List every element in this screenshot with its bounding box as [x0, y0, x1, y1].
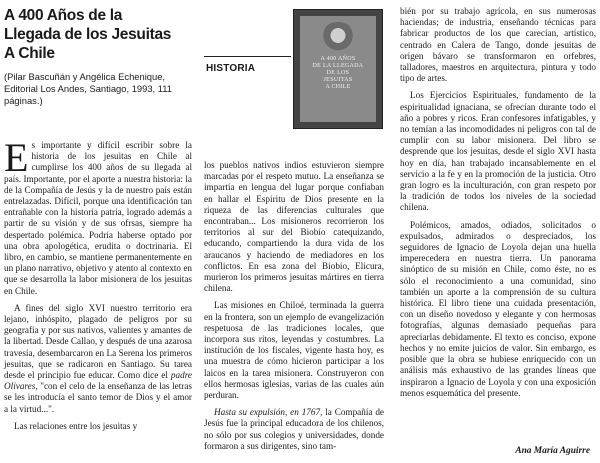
headline-line-1: A 400 Años de la	[4, 7, 123, 24]
column-2	[204, 160, 384, 458]
paragraph	[204, 300, 384, 401]
book-credits: (Pilar Bascuñán y Angélica Echenique, Editorial Los Andes, Santiago, 1993, 111 páginas.)	[4, 71, 173, 106]
quoted-author: padre Olivares	[4, 370, 192, 392]
section-rule	[204, 56, 291, 57]
column-1	[4, 135, 192, 438]
author-signature: Ana María Aguirre	[515, 446, 590, 456]
book-cover-image	[293, 9, 383, 129]
paragraph-text: A fines del siglo XVI nuestro territorio era lejano, inhóspito, plagado de peligros por su geografía y por sus nativos, valientes y amantes de la libertad. Desde Callao, y después de una azarosa travesía, desembarcaron en La Serena los primeros jesuitas, que se radicaron en Santiago. Su tarea desde el principio fue educar. Como dice el	[4, 302, 192, 381]
paragraph	[4, 303, 192, 415]
book-cover-inner	[300, 16, 376, 122]
paragraph-text: Las relaciones entre los jesuitas y	[14, 420, 138, 431]
paragraph-text: los pueblos nativos indios estuvieron siempre marcadas por el respeto mutuo. La enseñanza se impartía en lengua del lugar porque confiaban en hallar el Espíritu de Dios presente en la riqueza de las diferencias culturales que encontraban... Los misioneros recorrieron los territorios al sur del Biobío catequizando, educando, compartiendo la dura vida de los araucanos y haciendo de mediadores en los conflictos. En esa zona del Biobío, Elicura, murieron los primeros jesuitas mártires en tierra chilena.	[204, 160, 384, 294]
quote-text: , "con el celo de la enseñanza de las letras se les introducía el santo temor de Dios y el amor a la virtud...".	[4, 381, 192, 414]
paragraph-text: la Compañía de Jesús fue la principal educadora de los chilenos, no sólo por sus colegios y universidades, donde formaron a sus dirigentes, sino tam-	[204, 407, 384, 451]
paragraph	[4, 421, 192, 432]
article-headline	[4, 6, 190, 63]
cover-emblem-icon	[320, 22, 356, 52]
cover-line: DE LOS	[326, 70, 350, 76]
section-label: HISTORIA	[206, 63, 256, 74]
headline-line-2: Llegada de los Jesuitas	[4, 26, 172, 43]
headline-line-3: A Chile	[4, 45, 55, 62]
paragraph	[400, 6, 596, 84]
paragraph	[400, 220, 596, 399]
paragraph-text: Los Ejercicios Espirituales, fundamento de la espiritualidad ignaciana, se ofrecían durante todo el año a pobres y ricos. Eran confesores infatigables, y no temían a las incomodidades ni peligros con tal de cumplir con su labor misionera. Del libro se desprende que los jesuitas, desde el siglo XVI hasta hoy en día, han trabajado incansablemente en el servicio a la fe y en la promoción de la justicia. Otro gran logro es la inculturación, con gran respeto por la tradición de todos los niveles de la sociedad chilena.	[400, 90, 596, 213]
paragraph-text: Las misiones en Chiloé, terminada la guerra en la frontera, son un ejemplo de evangelización respetuosa de las tradiciones locales, que incorpora sus ritos, leyendas y costumbres. La institución de los fiscales, vigente hasta hoy, es una muestra de cómo hicieron participar a los laicos en la tarea misionera. Construyeron con ellos hermosas iglesias, varias de las cuales aún perduran.	[204, 300, 384, 401]
column-3	[400, 6, 596, 405]
cover-line: A CHILE	[325, 84, 351, 90]
paragraph-text: s importante y difícil escribir sobre la historia de los jesuitas en Chile al cumplirse los 400 años de su llegada al país. Importante, por el aporte a nuestra historia: la de la Compañía de Jesús y la de nuestro país están entrelazadas. Difícil, porque una identificación tan entrañable con la historia patria, logrado además a partir de su visión y de sus ofrsas, siempre ha despertado polémica. Podría haberse optado por una obra apologética, erudita o doctrinaria. El libro, en cambio, se mantiene permanentemente en un plano narrativo, objetivo y atento al contexto en que se desarrolla la labor misionera de los jesuitas en Chile.	[4, 140, 192, 296]
paragraph	[204, 407, 384, 452]
paragraph	[400, 90, 596, 213]
cover-line: JESUITAS	[323, 77, 353, 83]
paragraph	[204, 160, 384, 294]
cover-line: DE LA LLEGADA	[312, 63, 364, 69]
cover-line: A 400 AÑOS	[320, 56, 356, 62]
italic-lead: Hasta su expulsión, en 1767,	[214, 407, 323, 418]
paragraph-text: Polémicos, amados, odiados, solicitados o expulsados, admirados o despreciados, los seguidores de Ignacio de Loyola dejan una huella imperecedera en nuestra tierra. Un panorama sinóptico de su misión en Chile, como éste, no es sólo el reconocimiento a una comunidad, sino también un aporte a la comprensión de su cultura histórica. El libro tiene una cuidada presentación, con un diseño novedoso y elegante y con hermosas fotografías, algunas demasiado pequeñas para apreciarlas debidamente. El texto es conciso, expone hechos y no emite juicios de valor. Sin embargo, es posible que la obra se hubiese enriquecido con un análisis más exhaustivo de las grandes líneas que inspiraron a Ignacio de Loyola y con una exposición menos esquemática del presente.	[400, 219, 596, 398]
paragraph-text: bién por su trabajo agrícola, en sus numerosas haciendas; de industria, enseñando técnicas para fabricar productos de los que carecían, artístico, centrado en Calera de Tango, donde jesuitas de origen bávaro se transformaron en orfebres, talladores, maestros en arquitectura, pintura y todo tipo de artes.	[400, 6, 596, 84]
paragraph	[4, 135, 192, 297]
drop-cap: E	[4, 135, 29, 180]
